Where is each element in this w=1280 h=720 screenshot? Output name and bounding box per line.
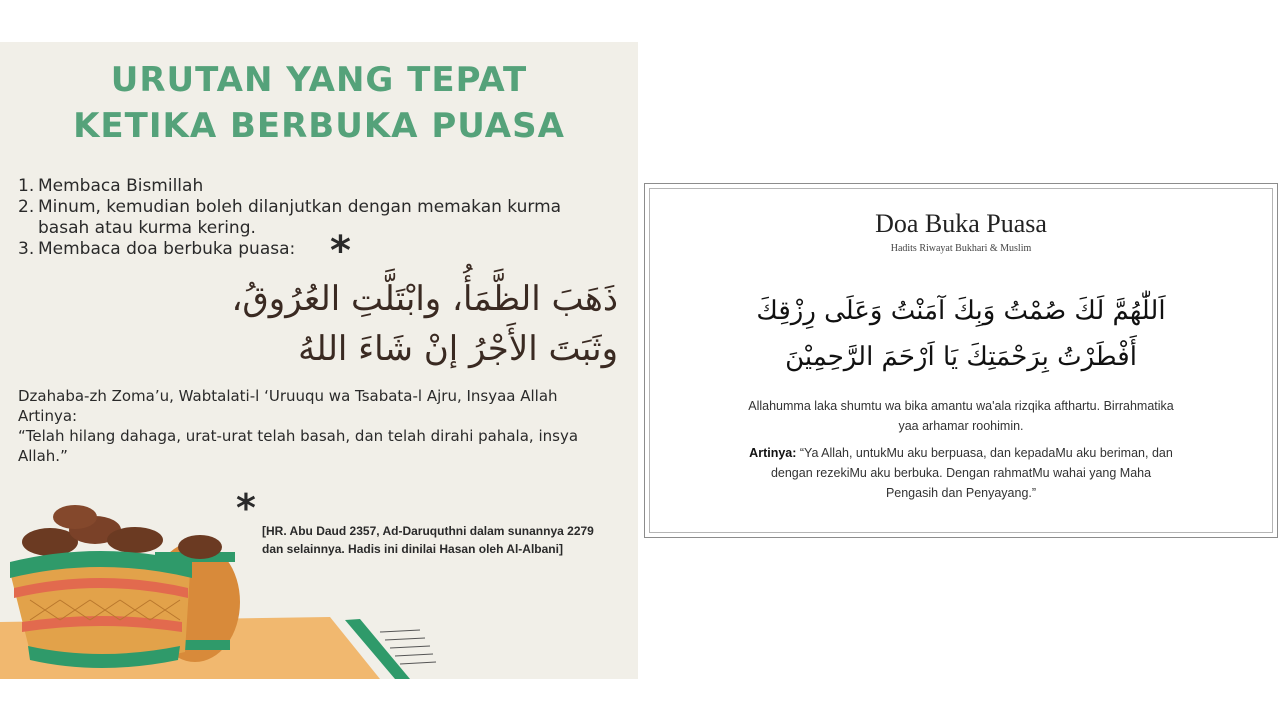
step-item: [18, 197, 628, 218]
card-meaning: [690, 443, 1232, 503]
step-item: [18, 218, 628, 239]
step-text: Membaca doa berbuka puasa:: [38, 239, 296, 259]
step-number: [18, 218, 38, 239]
step-number: 3.: [18, 239, 35, 259]
dua-card: [644, 183, 1278, 538]
front-basket: [10, 557, 190, 662]
card-meaning-line1: [690, 443, 1232, 463]
card-meaning-text: “Ya Allah, untukMu aku berpuasa, dan kepadaMu aku beriman, dan: [796, 446, 1173, 460]
date-fruit: [53, 505, 97, 529]
card-subtitle: Hadits Riwayat Bukhari & Muslim: [890, 243, 1032, 254]
card-title: Doa Buka Puasa: [875, 209, 1047, 238]
card-meaning-line2: dengan rezekiMu aku berbuka. Dengan rahmatMu wahai yang Maha: [770, 466, 1152, 480]
step-text: Membaca Bismillah: [38, 176, 204, 196]
step-text: Minum, kemudian boleh dilanjutkan dengan memakan kurma: [38, 197, 562, 217]
card-inner-border: [649, 188, 1273, 533]
arabic-dua-line1: ذَهَبَ الظَّمَأُ، وابْتَلَّتِ العُرُوقُ،: [231, 279, 618, 319]
card-arabic-line1: اَللّٰهُمَّ لَكَ صُمْتُ وَبِكَ آمَنْتُ وَعَلَى رِزْقِكَ: [756, 296, 1166, 326]
infographic-title-line2: KETIKA BERBUKA PUASA: [73, 106, 565, 146]
left-infographic: [0, 42, 638, 679]
asterisk-icon: *: [236, 486, 256, 530]
step-item: [18, 239, 628, 260]
date-fruit: [178, 535, 222, 559]
meaning-text: “Telah hilang dahaga, urat-urat telah basah, dan telah dirahi pahala, insya Allah.”: [18, 427, 579, 465]
transliteration-block: [18, 386, 628, 466]
steps-list: [18, 176, 628, 260]
card-meaning-line3: Pengasih dan Penyayang.”: [885, 486, 1037, 500]
date-fruit: [107, 527, 163, 553]
step-number: 1.: [18, 176, 35, 196]
infographic-title-line1: URUTAN YANG TEPAT: [110, 60, 528, 100]
hadith-source: [262, 522, 632, 558]
step-number: 2.: [18, 197, 35, 217]
arabic-dua-line2: وثَبَتَ الأَجْرُ إنْ شَاءَ اللهُ: [298, 329, 618, 369]
step-text: basah atau kurma kering.: [38, 218, 256, 238]
card-translit-line2: yaa arhamar roohimin.: [898, 419, 1024, 433]
card-translit-line1: Allahumma laka shumtu wa bika amantu wa'ala rizqika afthartu. Birrahmatika: [748, 399, 1174, 413]
source-line1: [HR. Abu Daud 2357, Ad-Daruquthni dalam sunannya 2279: [262, 524, 594, 538]
card-transliteration: [690, 396, 1232, 436]
dates-basket-illustration: [0, 462, 440, 679]
asterisk-icon: *: [330, 228, 351, 274]
meaning-label: Artinya:: [18, 407, 78, 425]
step-item: [18, 176, 628, 197]
transliteration-text: Dzahaba-zh Zoma’u, Wabtalati-l ‘Uruuqu wa Tsabata-l Ajru, Insyaa Allah: [18, 387, 558, 405]
card-arabic-line2: أَفْطَرْتُ بِرَحْمَتِكَ يَا اَرْحَمَ الرَّحِمِيْنَ: [785, 342, 1137, 372]
source-line2: dan selainnya. Hadis ini dinilai Hasan oleh Al-Albani]: [262, 542, 563, 556]
card-meaning-label: Artinya:: [749, 446, 797, 460]
